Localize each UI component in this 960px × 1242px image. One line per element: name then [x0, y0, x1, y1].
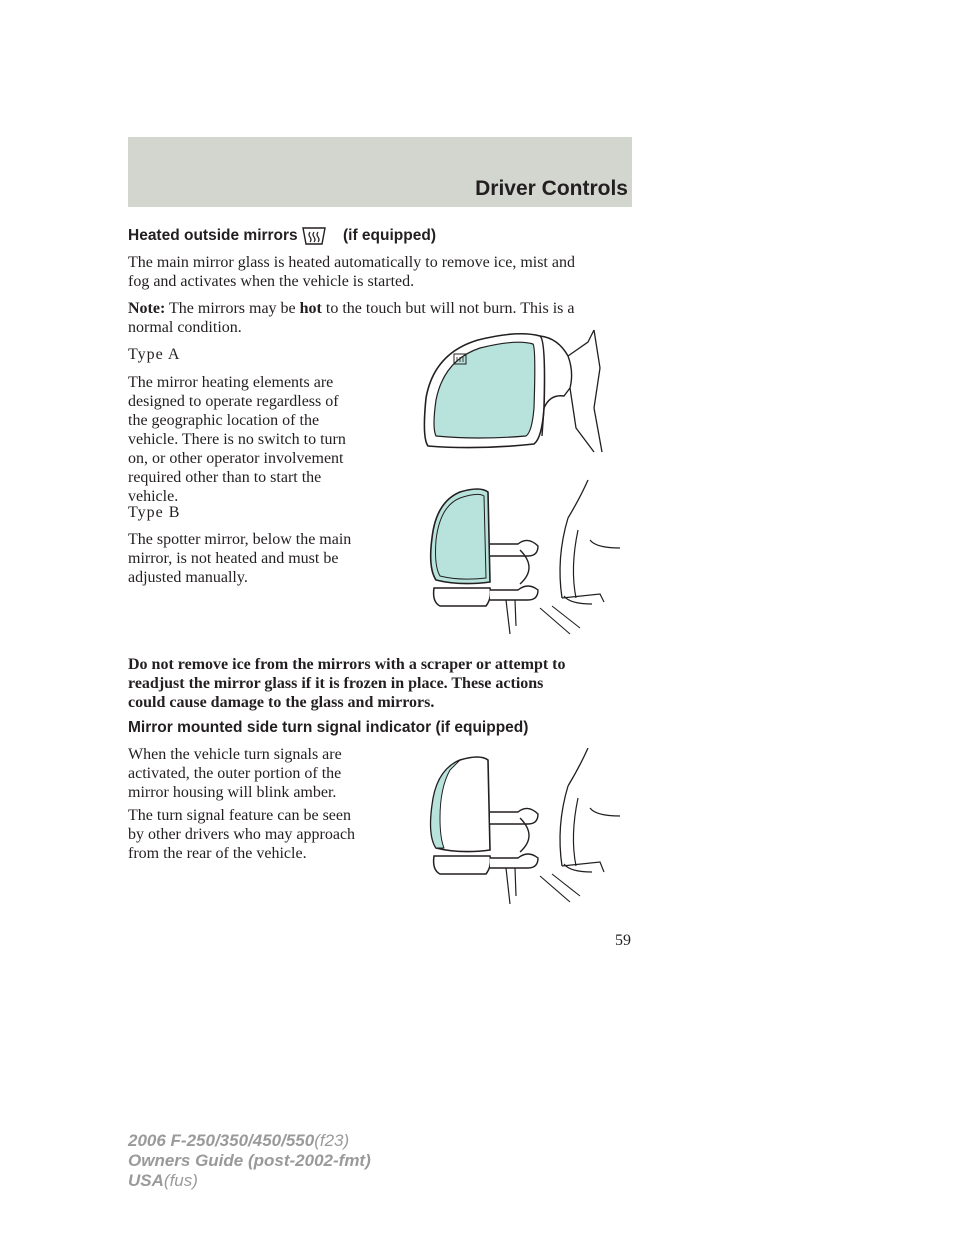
type-b-paragraph [128, 530, 351, 587]
document-footer [128, 1131, 371, 1191]
heated-mirrors-heading-text: Heated outside mirrors [128, 227, 298, 244]
text-line: mirror, is not heated and must be [128, 550, 339, 567]
footer-guide: Owners Guide (post-2002-fmt) [128, 1151, 371, 1170]
footer-model: 2006 F-250/350/450/550 [128, 1131, 315, 1150]
text-line: normal condition. [128, 319, 242, 336]
text-line: by other drivers who may approach [128, 826, 356, 843]
text-line: from the rear of the vehicle. [128, 845, 307, 862]
text-line: adjusted manually. [128, 569, 248, 586]
page-number: 59 [615, 932, 631, 949]
type-a-mirror-figure [418, 328, 608, 453]
turn-signal-mirror-figure [420, 748, 620, 908]
text-line: vehicle. There is no switch to turn [128, 431, 346, 448]
text-line: could cause damage to the glass and mirrors. [128, 694, 435, 711]
heated-mirrors-suffix: (if equipped) [343, 227, 436, 244]
text-line: The turn signal feature can be seen [128, 807, 352, 824]
note-label: Note: [128, 300, 166, 317]
turn-signal-paragraph-1 [128, 745, 342, 802]
turn-signal-heading: Mirror mounted side turn signal indicator (if equipped) [128, 719, 529, 736]
text-line: mirror housing will blink amber. [128, 784, 337, 801]
type-b-mirror-figure [420, 478, 620, 638]
text-line: Do not remove ice from the mirrors with a scraper or attempt to [128, 656, 566, 673]
type-a-heading: Type A [128, 346, 181, 363]
text-line: fog and activates when the vehicle is started. [128, 273, 415, 290]
type-a-paragraph [128, 373, 346, 506]
text-line: vehicle. [128, 488, 179, 505]
type-b-heading: Type B [128, 504, 181, 521]
note-hot: hot [299, 300, 322, 317]
footer-market: USA [128, 1171, 164, 1190]
footer-market-code: (fus) [163, 1171, 198, 1190]
note-text-post: to the touch but will not burn. This is a [325, 300, 575, 317]
text-line: The spotter mirror, below the main [128, 531, 352, 548]
heated-intro-paragraph [128, 253, 575, 291]
footer-model-code: (f23) [314, 1131, 350, 1150]
section-header-band [128, 137, 632, 207]
heated-mirror-icon [302, 226, 326, 246]
section-title: Driver Controls [475, 177, 628, 200]
text-line: on, or other operator involvement [128, 450, 344, 467]
text-line: When the vehicle turn signals are [128, 746, 342, 763]
text-line: readjust the mirror glass if it is frozen in place. These actions [128, 675, 544, 692]
text-line: required other than to start the [128, 469, 322, 486]
heated-mirrors-heading [128, 227, 298, 245]
text-line: activated, the outer portion of the [128, 765, 342, 782]
text-line: designed to operate regardless of [128, 393, 339, 410]
note-text-pre: The mirrors may be [169, 300, 296, 317]
text-line: The main mirror glass is heated automatically to remove ice, mist and [128, 254, 575, 271]
turn-signal-paragraph-2 [128, 806, 355, 863]
warning-paragraph [128, 655, 566, 712]
text-line: the geographic location of the [128, 412, 320, 429]
text-line: The mirror heating elements are [128, 374, 334, 391]
